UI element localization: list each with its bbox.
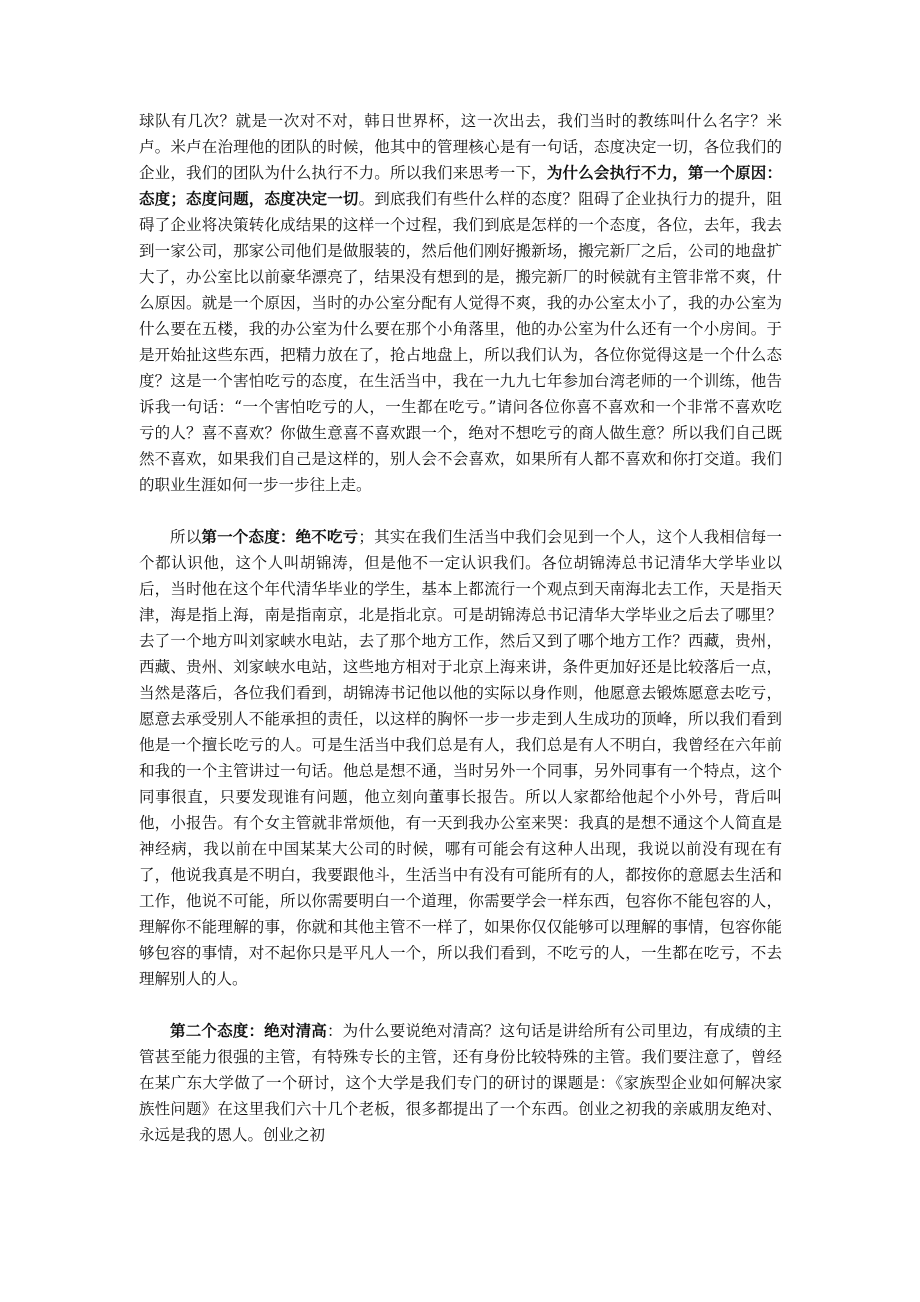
paragraph-2-text: 所以	[170, 528, 202, 546]
document-page	[139, 108, 782, 1174]
paragraph-3-text: ：为什么要说绝对清高？这句话是讲给所有公司里边，有成绩的主管甚至能力很强的主管，有特殊专长的主管，还有身份比较特殊的主管。我们要注意了，曾经在某广东大学做了一个研讨，这个大学是我们专门的研讨的课题是：《家族型企业如何解决家族性问题》在这里我们六十几个老板，很多都提出了一个东西。创业之初我的亲戚朋友绝对、永远是我的恩人。创业之初	[139, 1022, 782, 1144]
paragraph-1-bold-text: 为什么会执行不力，第一个原因：态度；态度问题，态度决定一切	[139, 163, 782, 208]
paragraph-1	[139, 108, 782, 498]
paragraph-3-heading: 第二个态度：绝对清高	[170, 1021, 327, 1040]
paragraph-2-heading: 第一个态度：绝不吃亏	[201, 527, 359, 546]
paragraph-1-text-cont: 。到底我们有些什么样的态度？阻碍了企业执行力的提升，阻碍了企业将决策转化成结果的这样一个过程，我们到底是怎样的一个态度，各位，去年，我去到一家公司，那家公司他们是做服装的，然后他们刚好搬新场，搬完新厂之后，公司的地盘扩大了，办公室比以前豪华漂亮了，结果没有想到的是，搬完新厂的时候就有主管非常不爽，什么原因。就是一个原因，当时的办公室分配有人觉得不爽，我的办公室太小了，我的办公室为什么要在五楼，我的办公室为什么要在那个小角落里，他的办公室为什么还有一个小房间。于是开始扯这些东西，把精力放在了，抢占地盘上，所以我们认为，各位你觉得这是一个什么态度？这是一个害怕吃亏的态度，在生活当中，我在一九九七年参加台湾老师的一个训练，他告诉我一句话：“一个害怕吃亏的人，一生都在吃亏。”请问各位你喜不喜欢和一个非常不喜欢吃亏的人？喜不喜欢？你做生意喜不喜欢跟一个，绝对不想吃亏的商人做生意？所以我们自己既然不喜欢，如果我们自己是这样的，别人会不会喜欢，如果所有人都不喜欢和你打交道。我们的职业生涯如何一步一步往上走。	[139, 190, 782, 494]
paragraph-1-text: 球队有几次？就是一次对不对，韩日世界杯，这一次出去，我们当时的教练叫什么名字？米卢。米卢在治理他的团队的时候，他其中的管理核心是有一句话，态度决定一切，各位我们的企业，我们的团队为什么执行不力。所以我们来思考一下，	[139, 112, 782, 182]
paragraph-2	[139, 524, 782, 992]
paragraph-2-text-cont: ；其实在我们生活当中我们会见到一个人，这个人我相信每一个都认识他，这个人叫胡锦涛，但是他不一定认识我们。各位胡锦涛总书记清华大学毕业以后，当时他在这个年代清华毕业的学生，基本上都流行一个观点到天南海北去工作，天是指天津，海是指上海，南是指南京，北是指北京。可是胡锦涛总书记清华大学毕业之后去了哪里？去了一个地方叫刘家峡水电站，去了那个地方工作，然后又到了哪个地方工作？西藏，贵州，西藏、贵州、刘家峡水电站，这些地方相对于北京上海来讲，条件更加好还是比较落后一点，当然是落后，各位我们看到，胡锦涛书记他以他的实际以身作则，他愿意去锻炼愿意去吃亏，愿意去承受别人不能承担的责任，以这样的胸怀一步一步走到人生成功的顶峰，所以我们看到他是一个擅长吃亏的人。可是生活当中我们总是有人，我们总是有人不明白，我曾经在六年前和我的一个主管讲过一句话。他总是想不通，当时另外一个同事，另外同事有一个特点，这个同事很直，只要发现谁有问题，他立刻向董事长报告。所以人家都给他起个小外号，背后叫他，小报告。有个女主管就非常烦他，有一天到我办公室来哭：我真的是想不通这个人简直是神经病，我以前在中国某某大公司的时候，哪有可能会有这种人出现，我说以前没有现在有了，他说我真是不明白，我要跟他斗，生活当中有没有可能所有的人，都按你的意愿去生活和工作，他说不可能，所以你需要明白一个道理，你需要学会一样东西，包容你不能包容的人，理解你不能理解的事，你就和其他主管不一样了，如果你仅仅能够可以理解的事情，包容你能够包容的事情，对不起你只是平凡人一个，所以我们看到，不吃亏的人，一生都在吃亏，不去理解别人的人。	[139, 528, 782, 988]
paragraph-3	[139, 1018, 782, 1148]
